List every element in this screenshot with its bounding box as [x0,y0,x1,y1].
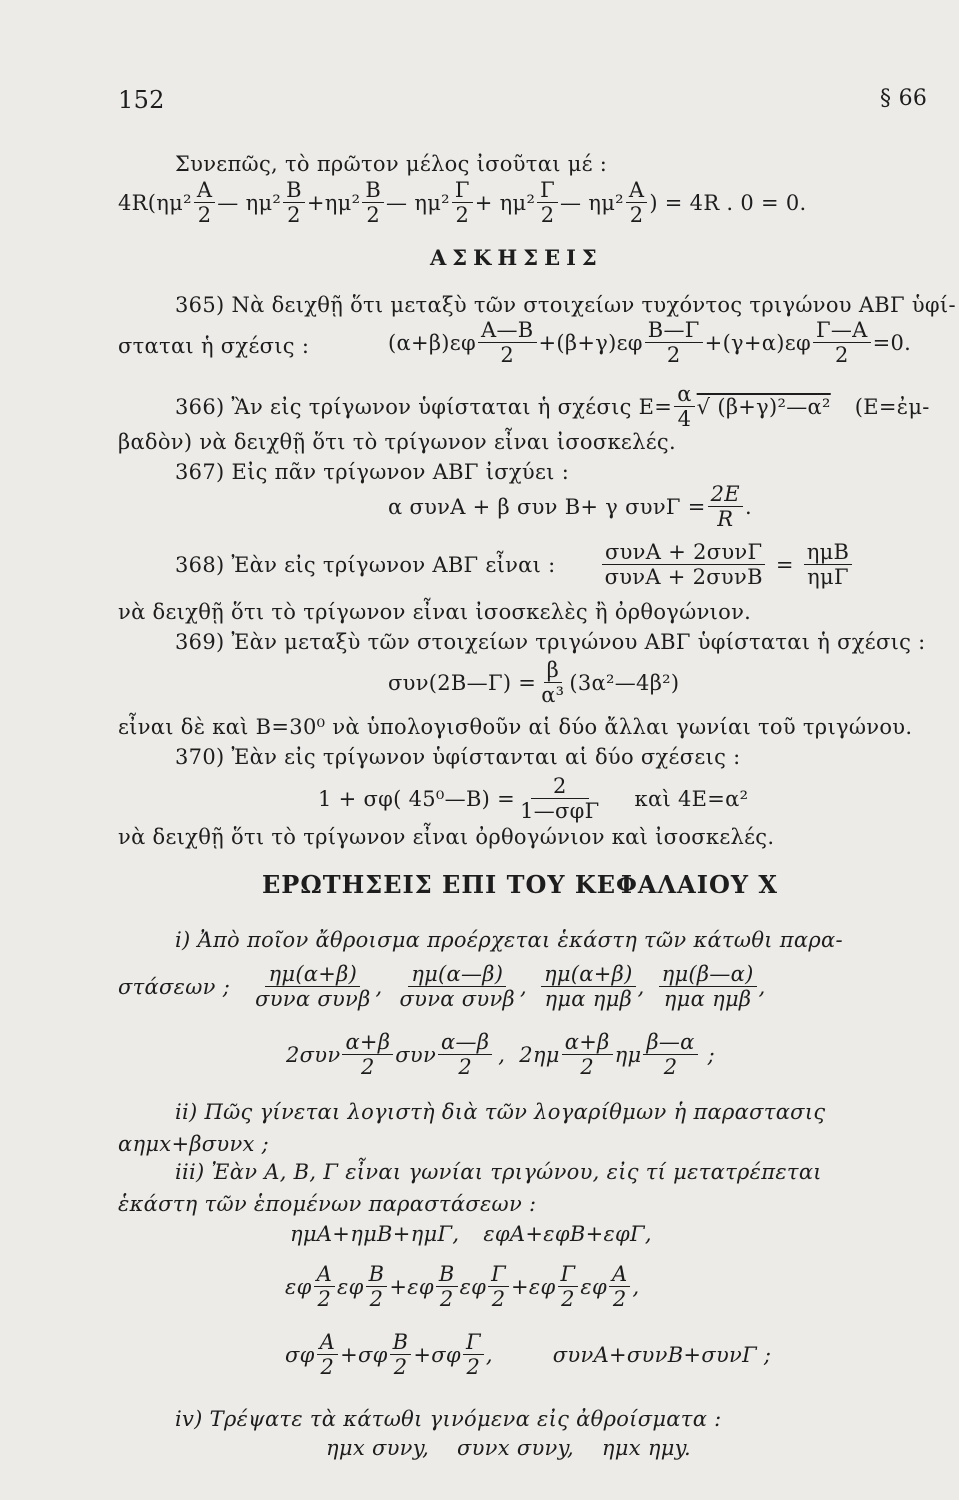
question-4: iv) Τρέψατε τὰ κάτωθι γινόμενα εἰς ἀθροίσματα : [175,1407,722,1431]
question-1-halves: 2συν $\frac{\alpha+\beta}{2}$ συν $\frac{\alpha—\beta}{2}$ , 2ημ $\frac{\alpha+\beta}{2}$ ημ $\frac{\beta—\alpha}{2}$ ; [286,1030,716,1080]
question-3-cont: ἑκάστη τῶν ἑπομένων παραστάσεων : [118,1192,537,1216]
exercises-title: ΑΣΚΗΣΕΙΣ [430,245,603,270]
question-3-line-2: εφ $\frac{A}{2}$ εφ $\frac{B}{2}$ +εφ $\frac{B}{2}$ εφ $\frac{\Gamma}{2}$ +εφ $\frac{\Gamma}{2}$ εφ $\frac{A}{2}$ , [285,1262,640,1312]
exercise-369-cont: εἶναι δὲ καὶ Β=30⁰ νὰ ὑπολογισθοῦν αἱ δύο ἄλλαι γωνίαι τοῦ τριγώνου. [118,715,913,739]
question-1-fractions: στάσεων ; $\frac{\eta\mu(\alpha+\beta)}{\text{συνα συνβ}}$ , $\frac{\eta\mu(\alpha—\beta)}{\text{συνα συνβ}}$ , $\frac{\eta\mu(\alpha+\beta)}{\text{ημα ημβ}}$ , $\frac{\eta\mu(\beta—\alpha)}{\text{ημα ημβ}}$ , [118,962,766,1012]
exercise-365: 365) Νὰ δειχθῇ ὅτι μεταξὺ τῶν στοιχείων τυχόντος τριγώνου ΑΒΓ ὑφί- [175,293,956,317]
exercise-369-formula: συν(2Β—Γ) = $\frac{\beta}{\text{α³}}$ (3α²—4β²) [388,658,680,708]
exercise-368-cont: νὰ δειχθῇ ὅτι τὸ τρίγωνον εἶναι ἰσοσκελὲς ἢ ὀρθογώνιον. [118,600,752,624]
page-number: 152 [118,86,165,114]
section-number: § 66 [880,86,928,111]
questions-title: ΕΡΩΤΗΣΕΙΣ ΕΠΙ ΤΟΥ ΚΕΦΑΛΑΙΟΥ Χ [262,870,779,899]
exercise-366-cont: βαδὸν) νὰ δειχθῇ ὅτι τὸ τρίγωνον εἶναι ἰσοσκελές. [118,430,676,454]
question-2-cont: αημx+βσυνx ; [118,1132,270,1156]
exercise-370: 370) Ἐὰν εἰς τρίγωνον ὑφίστανται αἱ δύο σχέσεις : [175,745,741,769]
exercise-367-formula: α συνΑ + β συν Β+ γ συνΓ = $\frac{2E}{R}$ . [388,482,752,532]
question-3-line-3: σφ $\frac{A}{2}$ +σφ $\frac{B}{2}$ +σφ $\frac{\Gamma}{2}$ , συνA+συνB+συνΓ ; [285,1330,772,1380]
exercise-365-formula: (α+β)εφ $\frac{A—B}{2}$ +(β+γ)εφ $\frac{B—\Gamma}{2}$ +(γ+α)εφ $\frac{\Gamma—A}{2}$ =0. [388,318,912,368]
exercise-368: 368) Ἐὰν εἰς τρίγωνον ΑΒΓ εἶναι : $\frac{\text{συνΑ + 2συνΓ}}{\text{συνΑ + 2συνΒ}}$ = $\frac{\text{ημΒ}}{\text{ημΓ}}$ [175,540,854,589]
exercise-365-cont: σταται ἡ σχέσις : [118,334,310,358]
question-4-items: ημx συνy, συνx συνy, ημx ημy. [326,1436,691,1460]
question-3: iii) Ἐὰν A, B, Γ εἶναι γωνίαι τριγώνου, εἰς τί μετατρέπεται [175,1160,822,1184]
exercise-370-cont: νὰ δειχθῇ ὅτι τὸ τρίγωνον εἶναι ὀρθογώνιον καὶ ἰσοσκελές. [118,825,775,849]
question-2: ii) Πῶς γίνεται λογιστὴ διὰ τῶν λογαρίθμων ἡ παραστασις [175,1100,826,1124]
exercise-366: 366) Ἂν εἰς τρίγωνον ὑφίσταται ἡ σχέσις E= $\frac{\alpha}{4}$ √ (β+γ)²—α² (E=ἐμ- [175,382,930,432]
exercise-369: 369) Ἐὰν μεταξὺ τῶν στοιχείων τριγώνου ΑΒΓ ὑφίσταται ἡ σχέσις : [175,630,926,654]
intro-formula: 4R( ημ² $\frac{A}{2}$ — ημ² $\frac{B}{2}$ +ημ² $\frac{B}{2}$ — ημ² $\frac{\Gamma}{2}$ + ημ² $\frac{\Gamma}{2}$ — ημ² $\frac{A}{2}$ ) = 4R . 0 = 0. [118,178,807,228]
question-3-line-1: ημA+ημB+ημΓ, εφA+εφB+εφΓ, [290,1222,652,1246]
exercise-370-formula: 1 + σφ( 45⁰—Β) = $\frac{2}{\text{1—σφΓ}}$ καὶ 4E=α² [318,774,749,824]
intro-line: Συνεπῶς, τὸ πρῶτον μέλος ἰσοῦται μέ : [175,152,608,176]
exercise-367: 367) Εἰς πᾶν τρίγωνον ΑΒΓ ἰσχύει : [175,460,570,484]
question-1: i) Ἀπὸ ποῖον ἄθροισμα προέρχεται ἑκάστη τῶν κάτωθι παρα- [175,928,843,952]
